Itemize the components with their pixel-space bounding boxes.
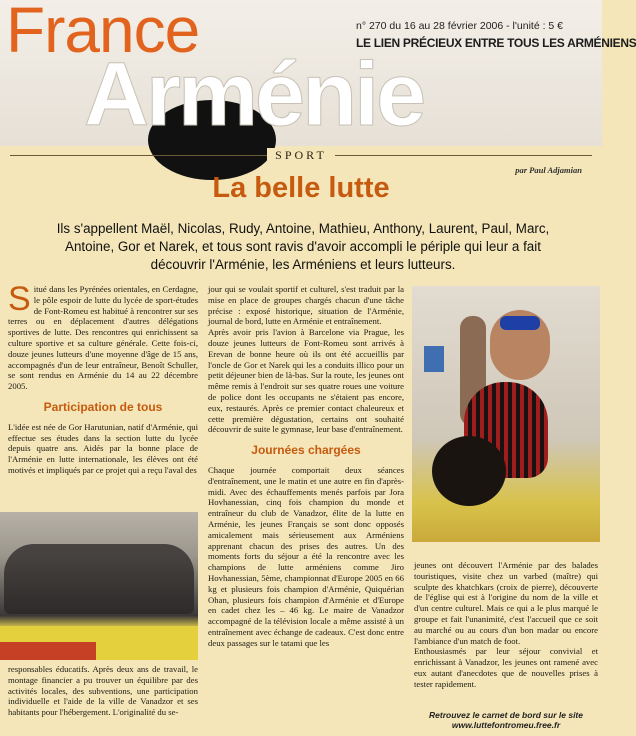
team-group: [4, 544, 194, 614]
masthead-word-armenie: Arménie: [84, 45, 424, 145]
article-title: La belle lutte: [212, 172, 390, 204]
paragraph-conclusion: Enthousiasmés par leur séjour convivial et enrichissant à Vanadzor, les jeunes ont ramené avec eux autant d'anecdotes que de nouvelles prises à tester rapidement.: [414, 646, 598, 689]
byline: par Paul Adjamian: [515, 165, 582, 175]
tagline: LE LIEN PRÉCIEUX ENTRE TOUS LES ARMÉNIENS: [356, 36, 636, 50]
caption-line-1: Retrouvez le carnet de bord sur le site: [429, 710, 583, 720]
paragraph-idea: L'idée est née de Gor Harutunian, natif d'Arménie, qui effectue ses études dans la section lutte du lycée depuis quatre ans. Aidés par la bonne place de l'Arménie en lutte internationale, les élèves ont été motivés et impliqués par ce projet qui a reçu l'aval des: [8, 421, 198, 475]
masthead-word-france: France: [6, 0, 200, 66]
column-3: [414, 560, 598, 690]
paragraph-funding: responsables éducatifs. Après deux ans de travail, le montage financier a pu trouver un équilibre par des activités locales, des subventions, une participation individuelle et l'aide de la ville de Vanadzor et ses habitants pour l'hébergement. L'originalité du se-: [8, 664, 198, 718]
team-photo: [0, 512, 198, 660]
section-rubric-label: SPORT: [267, 148, 335, 162]
wrestling-photo: [412, 286, 600, 542]
wrestler-headgear: [500, 316, 540, 330]
paragraph-training: Chaque journée comportait deux séances d'entraînement, une le matin et une autre en fin d'après-midi. Avec des échauffements menés parfois par Jora Hovhanessian, cinq fois champion du monde et entraîneur du club de Vanadzor, élite de la lutte en Arménie, les jeunes Français se sont donc opposés amicalement mais sérieusement aux Arméniens apprenant chacun des prises des autres. Un des moments forts du séjour a été la rencontre avec les champions de lutte arméniens comme Jiro Hovhanessian, 5ème, championnat d'Europe 2005 en 66 kg et plusieurs fois champion d'Arménie, Quiquérian Ohan, plusieurs fois champion d'Arménie et d'Europe en cadet chez les – 46 kg. Le maire de Vanadzor accompagné de la télévision locale a même assisté à un entraînement avec échange de cadeaux. C'est donc entre deux passages sur le tatami que les: [208, 464, 404, 648]
website-caption: [412, 710, 600, 730]
paragraph-intro: [8, 280, 198, 392]
paragraph-discovery: jeunes ont découvert l'Arménie par des balades touristiques, visite chez un varbed (maître) qui sculpte des khatchkars (croix de pierre), découverte de l'église qui est à l'origine du nom de la ville et d'un centre culturel. Mais ce qui a le plus marqué le groupe et fait l'unanimité, c'est l'accueil que ce soit au marché ou au cours d'un bon madar ou encore l'ambiance d'un match de foot.: [414, 560, 598, 646]
issue-info: n° 270 du 16 au 28 février 2006 - l'unité : 5 €: [356, 20, 564, 32]
masthead: [0, 0, 636, 146]
dropcap: S: [8, 280, 31, 318]
paragraph-groups: jour qui se voulait sportif et culturel, s'est traduit par la mise en place de groupes chargés chacun d'une tâche précise : exposé historique, situation de l'Arménie, journal de bord, lutte en Arménie et entraînement.: [208, 284, 404, 327]
paragraph-intro-text: itué dans les Pyrénées orientales, en Cerdagne, le pôle espoir de lutte du lycée de sport-études de Font-Romeu est habitué à rencontrer sur ses terres ou en déplacement d'autres délégations sportives de lutte. Des rencontres qui enrichissent sa culture sportive et sa culture générale. Cette fois-ci, douze jeunes lutteurs d'une moyenne d'âge de 15 ans, accompagnés d'un de leur entraîneur, Benoît Schuller, se sont rendus en Arménie du 14 au 22 décembre 2005.: [8, 284, 198, 392]
subheading-journees: Journées chargées: [251, 443, 361, 458]
column-1: [8, 280, 198, 476]
column-2: [208, 284, 404, 649]
paragraph-arrival: Après avoir pris l'avion à Barcelone via Prague, les douze jeunes lutteurs de Font-Romeu sont arrivés à Erevan de bonne heure où ils ont été accueillis par l'oncle de Gor et Narek qui les a conduits illico pour un petit déjeuner bien de là-bas. Sur la route, les jeunes ont même remis à l'endroit sur ses quatre roues une voiture de police dont les occupants ne s'étaient pas encore, eux, restaurés. Après ce premier contact chaleureux et cette première dégustation, certains ont souhaité découvrir de suite le gymnase, leur base d'entraînement.: [208, 327, 404, 435]
wrestling-mat-red: [0, 642, 96, 660]
section-rubric: [0, 148, 602, 163]
wrestler-bottom: [432, 436, 506, 506]
article-chapeau: Ils s'appellent Maël, Nicolas, Rudy, Antoine, Mathieu, Anthony, Laurent, Paul, Marc, Antoine, Gor et Narek, et tous sont ravis d'avoir accompli le périple qui leur a fait découvrir l'Arménie, les Arméniens et leurs lutteurs.: [56, 221, 550, 272]
subheading-participation: Participation de tous: [43, 399, 163, 414]
wall-poster: [424, 346, 444, 372]
column-1-bottom: [8, 664, 198, 718]
caption-url[interactable]: www.luttefontromeu.free.fr: [451, 720, 561, 730]
